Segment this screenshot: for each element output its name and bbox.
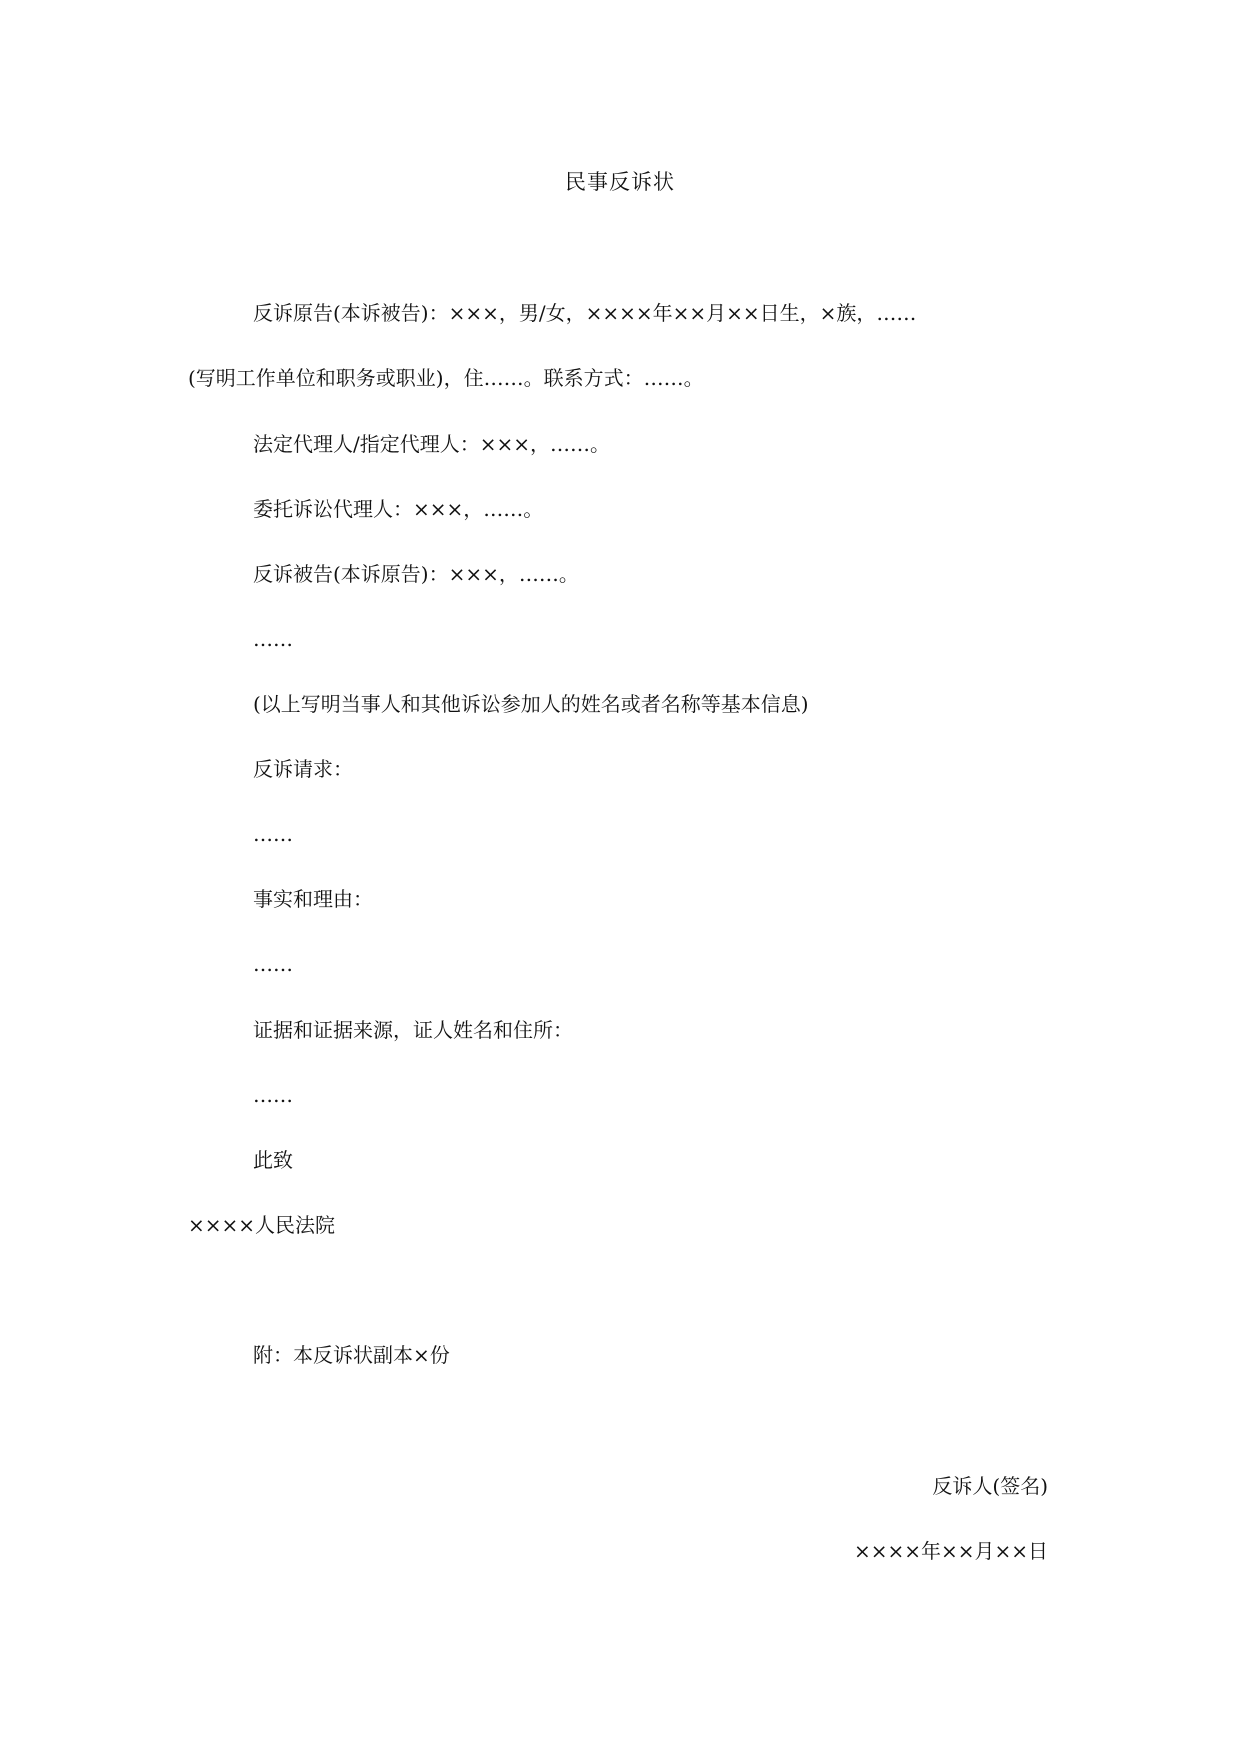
ellipsis-evidence: …… xyxy=(253,1083,293,1107)
entrusted-agent-line: 委托诉讼代理人：×××，……。 xyxy=(253,497,544,521)
counterclaim-plaintiff-continued: (写明工作单位和职务或职业)，住……。联系方式：……。 xyxy=(188,366,704,390)
document-title: 民事反诉状 xyxy=(565,170,675,194)
counterclaim-plaintiff-line: 反诉原告(本诉被告)：×××，男/女，××××年××月××日生，×族，…… xyxy=(253,301,917,325)
parties-note: (以上写明当事人和其他诉讼参加人的姓名或者名称等基本信息) xyxy=(253,692,809,716)
claims-heading: 反诉请求： xyxy=(253,757,353,781)
counterclaim-defendant-line: 反诉被告(本诉原告)：×××，……。 xyxy=(253,562,579,586)
court-name: ××××人民法院 xyxy=(188,1213,336,1237)
attachment-note: 附：本反诉状副本×份 xyxy=(253,1343,450,1367)
salutation: 此致 xyxy=(253,1148,293,1172)
ellipsis-claims: …… xyxy=(253,822,293,846)
ellipsis-parties: …… xyxy=(253,627,293,651)
signature-line: 反诉人(签名) xyxy=(932,1474,1048,1498)
evidence-heading: 证据和证据来源，证人姓名和住所： xyxy=(253,1018,573,1042)
ellipsis-facts: …… xyxy=(253,952,293,976)
signature-date: ××××年××月××日 xyxy=(853,1539,1048,1563)
legal-representative-line: 法定代理人/指定代理人：×××，……。 xyxy=(253,432,611,456)
facts-heading: 事实和理由： xyxy=(253,887,373,911)
